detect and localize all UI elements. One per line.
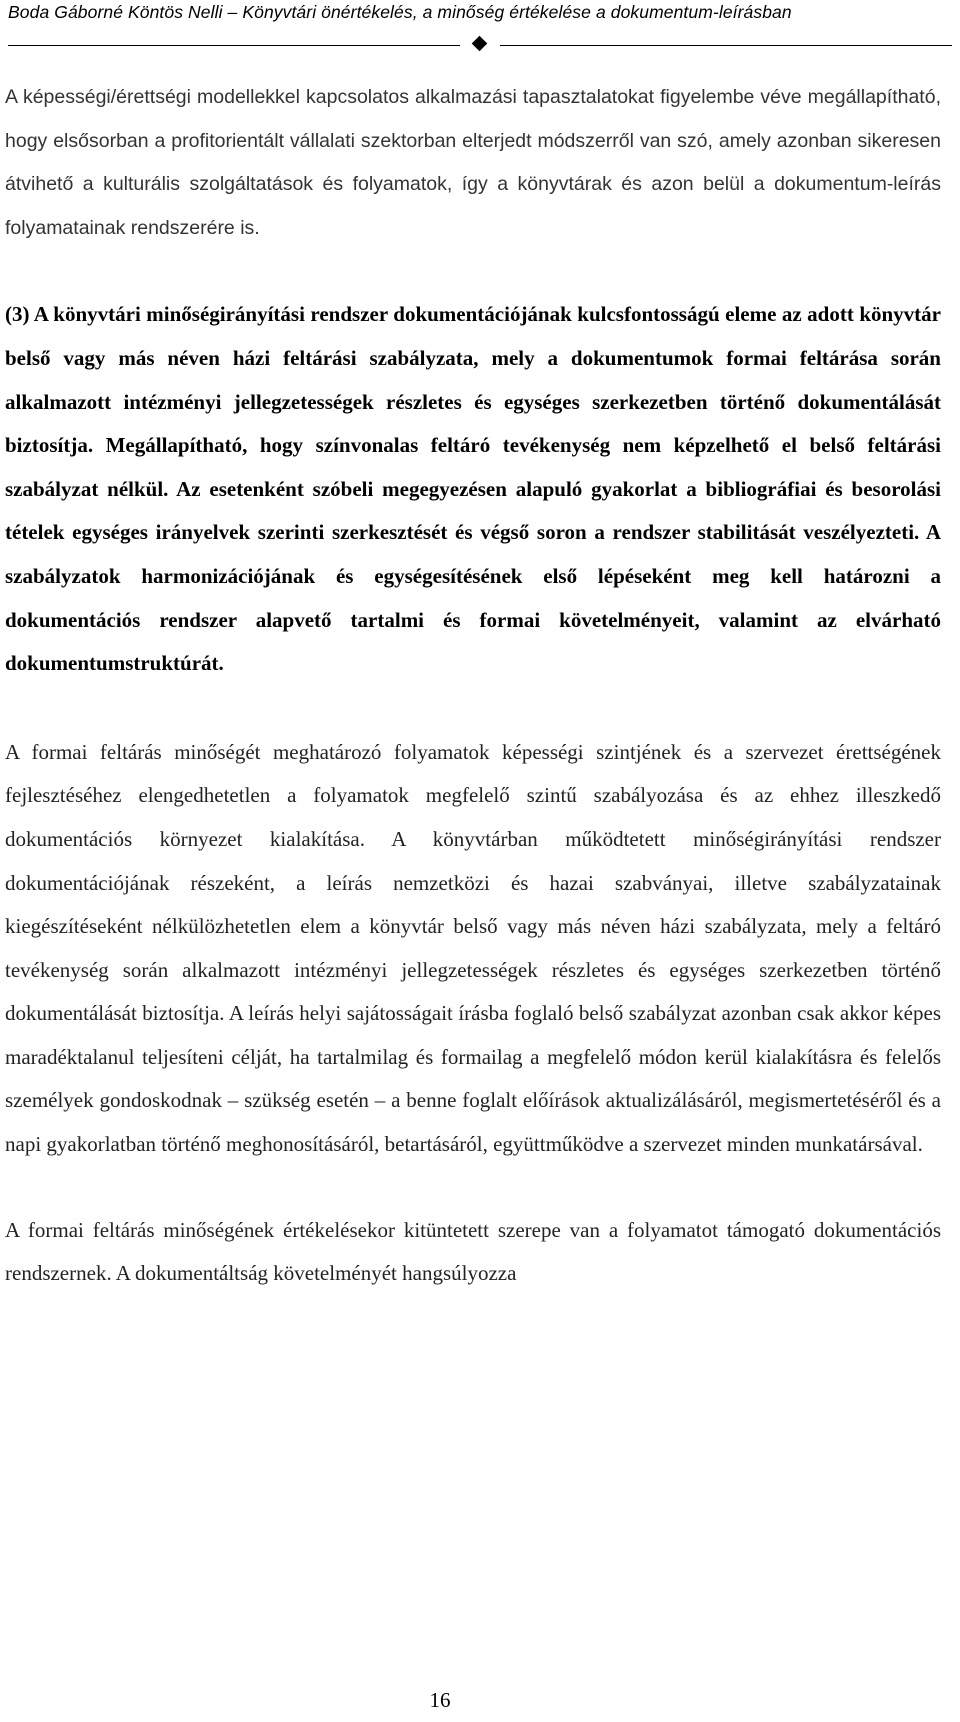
page-body xyxy=(5,76,941,1296)
paragraph-intro: A képességi/érettségi modellekkel kapcsolatos alkalmazási tapasztalatokat figyelembe véve megállapítható, hogy elsősorban a profitorientált vállalati szektorban elterjedt módszerről van szó, amely azonban sikeresen átvihető a kulturális szolgáltatások és folyamatok, így a könyvtárak és azon belül a dokumentum-leírás folyamatainak rendszerére is. xyxy=(5,86,941,239)
paragraph-formal-cataloguing: A formai feltárás minőségét meghatározó folyamatok képességi szintjének és a szervezet érettségének fejlesztéséhez elengedhetetlen a folyamatok megfelelő szintű szabályozása és az ehhez illeszkedő dokumentációs környezet kialakítása. A könyvtárban működtetett minőségirányítási rendszer dokumentációjának részeként, a leírás nemzetközi és hazai szabványai, illetve szabályzatainak kiegészítéseként nélkülözhetetlen elem a könyvtár belső vagy más néven házi szabályzata, mely a feltáró tevékenység során alkalmazott intézményi jellegzetességek részletes és egységes szerkezetben történő dokumentálását biztosítja. A leírás helyi sajátosságait írásba foglaló belső szabályzat azonban csak akkor képes maradéktalanul teljesíteni célját, ha tartalmilag és formailag a megfelelő módon kerül kialakításra és felelős személyek gondoskodnak – szükség esetén – a benne foglalt előírások aktualizálásáról, megismertetéséről és a napi gyakorlatban történő meghonosításáról, betartásáról, együttműködve a szervezet minden munkatársával. xyxy=(5,739,941,1157)
header-rule-left xyxy=(8,45,460,46)
running-header xyxy=(8,0,952,64)
paragraph-thesis-3: (3) A könyvtári minőségirányítási rendszer dokumentációjának kulcsfontosságú eleme az adott könyvtár belső vagy más néven házi feltárási szabályzata, mely a dokumentumok formai feltárása során alkalmazott intézményi jellegzetességek részletes és egységes szerkezetben történő dokumentálását biztosítja. Megállapítható, hogy színvonalas feltáró tevékenység nem képzelhető el belső feltárási szabályzat nélkül. Az esetenként szóbeli megegyezésen alapuló gyakorlat a bibliográfiai és besorolási tételek egységes irányelvek szerinti szerkesztését és végső soron a rendszer stabilitását veszélyezteti. A szabályzatok harmonizációjának és egységesítésének első lépéseként meg kell határozni a dokumentációs rendszer alapvető tartalmi és formai követelményeit, valamint az elvárható dokumentumstruktúrát. xyxy=(5,302,941,676)
diamond-ornament-icon xyxy=(472,36,488,52)
paragraph-documentation: A formai feltárás minőségének értékelésekor kitüntetett szerepe van a folyamatot támogató dokumentációs rendszernek. A dokumentáltság követelményét hangsúlyozza xyxy=(5,1217,941,1286)
header-rule-right xyxy=(500,45,952,46)
page-number: 16 xyxy=(429,1688,451,1712)
running-title: Boda Gáborné Köntös Nelli – Könyvtári önértékelés, a minőség értékelése a dokumentum-leírásban xyxy=(8,2,792,22)
